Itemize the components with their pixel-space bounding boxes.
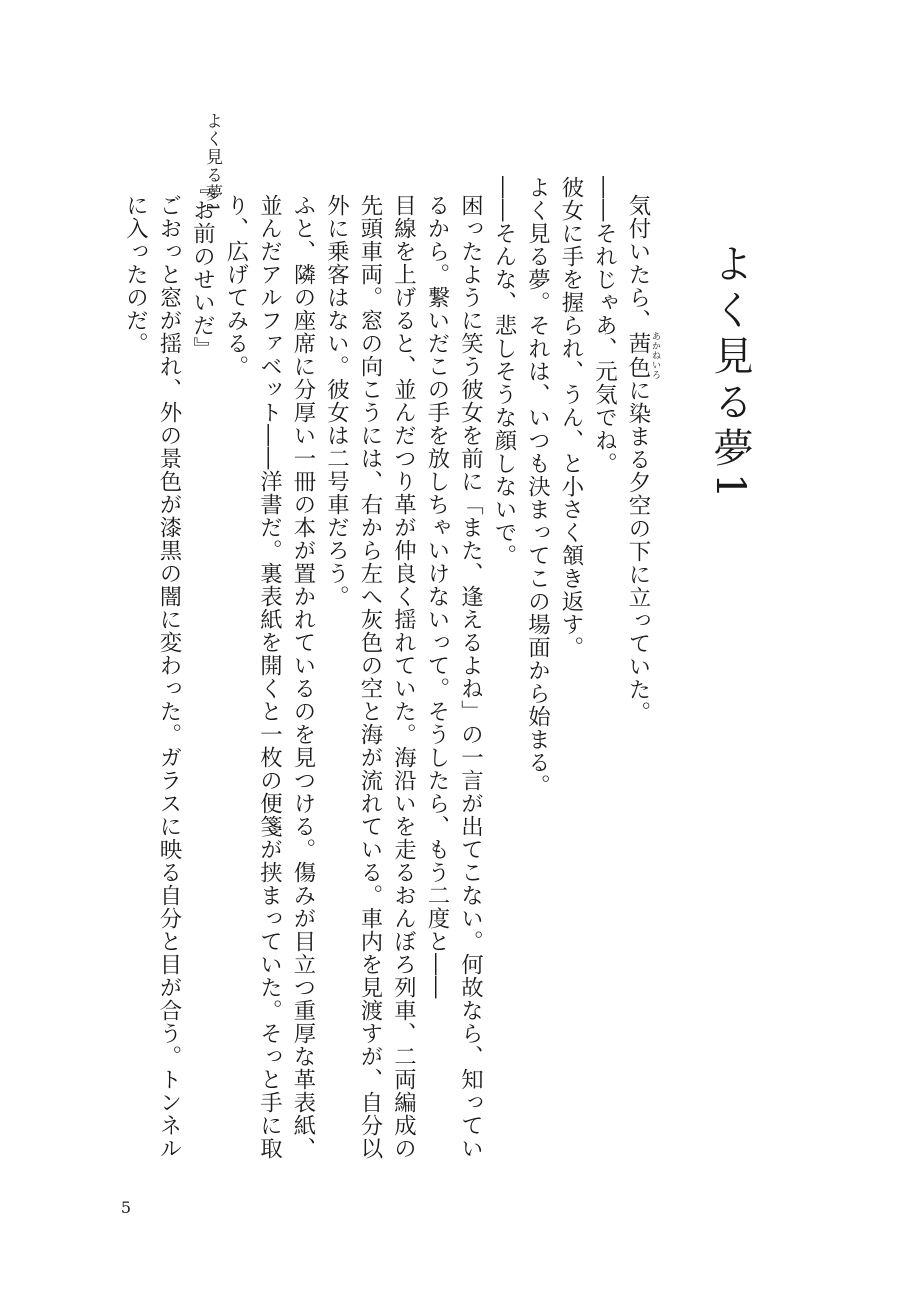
body-text: [118, 176, 660, 1166]
paragraph-8: ふと、隣の座席に分厚い一冊の本が置かれているのを見つける。傷みが目立つ重厚な革表紙、並んだアルファベット――洋書だ。裏表紙を開くと一枚の便箋が挟まっていた。そっと手に取り、広げてみる。: [223, 194, 316, 1160]
chapter-title: よく見る夢1: [707, 243, 753, 505]
paragraph-6: 困ったように笑う彼女を前に「また、逢えるよね」の一言が出てこない。何故なら、知っているから。繋いだこの手を放しちゃいけないって。そうしたら、もう二度と――: [424, 194, 484, 1160]
ruby-base: 茜色: [625, 331, 651, 380]
ruby-reading: あかねいろ: [650, 331, 660, 380]
paragraph-9: 『お前のせいだ』: [189, 176, 216, 360]
paragraph-3: 彼女に手を握られ、うん、と小さく頷き返す。: [558, 176, 584, 659]
ruby-akaneiro: [625, 331, 660, 380]
paragraph-4: よく見る夢。それは、いつも決まってこの場面から始まる。: [524, 176, 551, 797]
running-header: よく見る夢1: [202, 112, 222, 214]
paragraph-7: 目線を上げると、並んだつり革が仲良く揺れていた。海沿いを走るおんぼろ列車、二両編成の先頭車両。窓の向こうには、右から左へ灰色の空と海が流れている。車内を見渡すが、自分以外に乗客はない。彼女は二号車だろう。: [323, 194, 417, 1160]
paragraph-10: ごおっと窓が揺れ、外の景色が漆黒の闇に変わった。ガラスに映る自分と目が合う。トンネルに入ったのだ。: [122, 194, 182, 1160]
paragraph-2: ――それじゃあ、元気でね。: [591, 176, 618, 475]
paragraph-1: 気付いたら、茜色 あかねいろに染まる夕空の下に立っていた。: [625, 194, 660, 724]
paragraph-5: ――そんな、悲しそうな顔しないで。: [491, 176, 517, 567]
page-number: 5: [120, 1198, 132, 1217]
